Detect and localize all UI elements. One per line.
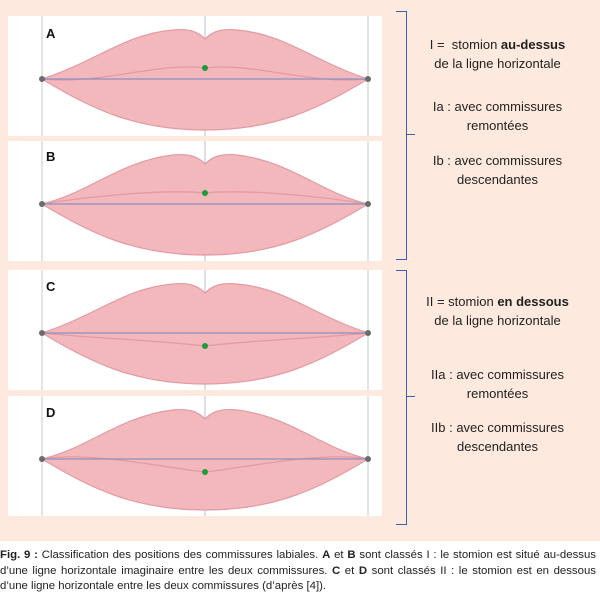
panel-letter-c: C [46, 279, 56, 294]
panel-letter-d: D [46, 405, 56, 420]
caption-text-3: sont classés I : le stomion est situé au-dessus d’une ligne horizontale imaginaire entre les deux commissures. [0, 549, 596, 577]
stomion-dot [202, 343, 208, 349]
group1-title-bold: au-dessus [500, 37, 566, 52]
group2-title-bold: en dessous [497, 294, 569, 309]
figure-caption [0, 548, 596, 595]
group2-title-pre: II = stomion [426, 294, 498, 309]
panel-d [8, 396, 382, 516]
stomion-dot [202, 469, 208, 475]
group1-type-b-line1: Ib : avec commissures [432, 153, 563, 168]
stomion-dot [202, 65, 208, 71]
group2-type-a-line1: IIa : avec commissures [431, 367, 564, 382]
commissure-left-dot [39, 456, 45, 462]
commissure-left-dot [39, 201, 45, 207]
panel-letter-b: B [46, 149, 56, 164]
caption-letter-d: D [358, 564, 368, 577]
group1-title-pre: I = stomion [429, 37, 501, 52]
caption-letter-b: B [347, 549, 356, 561]
lip-shape [42, 30, 368, 130]
lips-illustration-a [8, 16, 382, 136]
commissure-right-dot [365, 456, 371, 462]
caption-text-1: Classification des positions des commissures labiales. [37, 549, 323, 561]
panel-letter-a: A [46, 26, 56, 41]
commissure-left-dot [39, 76, 45, 82]
lip-shape [42, 410, 368, 510]
group2-title-post: de la ligne horizontale [434, 313, 561, 328]
group2-title [395, 292, 600, 330]
lips-illustration-d [8, 396, 382, 516]
caption-letter-c: C [332, 564, 341, 577]
group1-type-a-line2: remontées [466, 118, 529, 133]
panel-b [8, 141, 382, 261]
group1-title-post: de la ligne horizontale [434, 56, 561, 71]
caption-text-2: et [330, 549, 348, 561]
commissure-right-dot [365, 76, 371, 82]
caption-fig-label: Fig. 9 : [0, 549, 38, 561]
caption-text-5: sont classés II : le stomion est en dessous d’une ligne horizontale entre les deux commissures (d’après [4]). [0, 564, 596, 592]
commissure-left-dot [39, 330, 45, 336]
group2-type-a [395, 365, 600, 403]
lip-shape [42, 155, 368, 255]
group1-type-a [395, 97, 600, 135]
group2-type-b-line2: descendantes [457, 439, 538, 454]
group1-title [395, 35, 600, 73]
commissure-right-dot [365, 201, 371, 207]
panel-c [8, 270, 382, 390]
group1-type-b [395, 151, 600, 189]
caption-text-4: et [340, 564, 359, 577]
group1-type-a-line1: Ia : avec commissures [432, 99, 563, 114]
group2-type-b-line1: IIb : avec commissures [431, 420, 564, 435]
lip-shape [42, 284, 368, 384]
lips-illustration-b [8, 141, 382, 261]
group2-type-a-line2: remontées [466, 386, 529, 401]
caption-letter-a: A [322, 549, 331, 561]
group2-type-b [395, 418, 600, 456]
stomion-dot [202, 190, 208, 196]
lips-illustration-c [8, 270, 382, 390]
panel-a [8, 16, 382, 136]
group1-type-b-line2: descendantes [457, 172, 538, 187]
commissure-right-dot [365, 330, 371, 336]
